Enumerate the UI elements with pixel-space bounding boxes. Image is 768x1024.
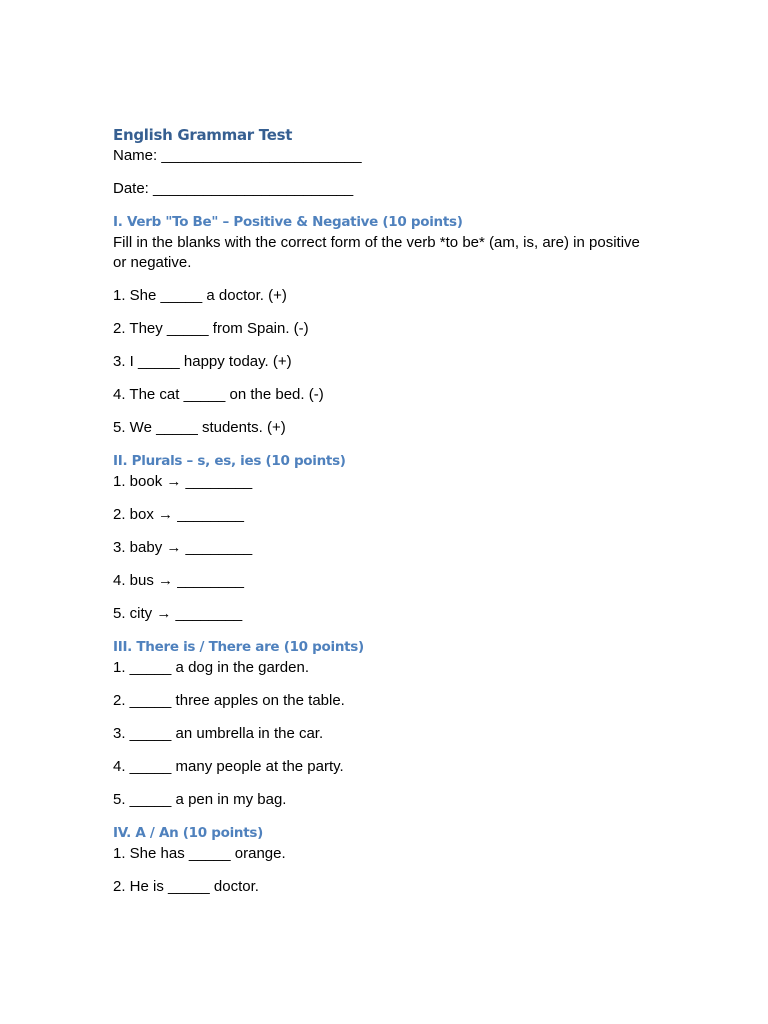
section-4-heading: IV. A / An (10 points) [113,825,263,841]
question-item: 4. The cat _____ on the bed. (-) [113,386,324,403]
question-item: 2. box → ________ [113,506,244,523]
question-item: 5. We _____ students. (+) [113,419,286,436]
question-item: 5. city → ________ [113,605,243,622]
question-item: 1. _____ a dog in the garden. [113,659,309,676]
question-item: 3. baby → ________ [113,539,253,556]
question-item: 3. I _____ happy today. (+) [113,353,292,370]
date-field-line: Date: ________________________ [113,180,354,197]
question-item: 5. _____ a pen in my bag. [113,791,287,808]
question-item: 1. She _____ a doctor. (+) [113,287,287,304]
name-field-line: Name: ________________________ [113,147,362,164]
question-item: 2. _____ three apples on the table. [113,692,345,709]
question-item: 1. book → ________ [113,473,253,490]
question-item: 1. She has _____ orange. [113,845,286,862]
question-item: 2. They _____ from Spain. (-) [113,320,309,337]
document-title: English Grammar Test [113,126,293,144]
question-item: 3. _____ an umbrella in the car. [113,725,324,742]
question-item: 2. He is _____ doctor. [113,878,259,895]
section-1-instructions: Fill in the blanks with the correct form of the verb *to be* (am, is, are) in positive or negative. [113,234,640,271]
document-page [113,124,653,897]
question-item: 4. bus → ________ [113,572,244,589]
section-3-heading: III. There is / There are (10 points) [113,639,364,655]
section-1-heading: I. Verb "To Be" – Positive & Negative (10 points) [113,214,463,230]
section-2-heading: II. Plurals – s, es, ies (10 points) [113,453,346,469]
question-item: 4. _____ many people at the party. [113,758,344,775]
